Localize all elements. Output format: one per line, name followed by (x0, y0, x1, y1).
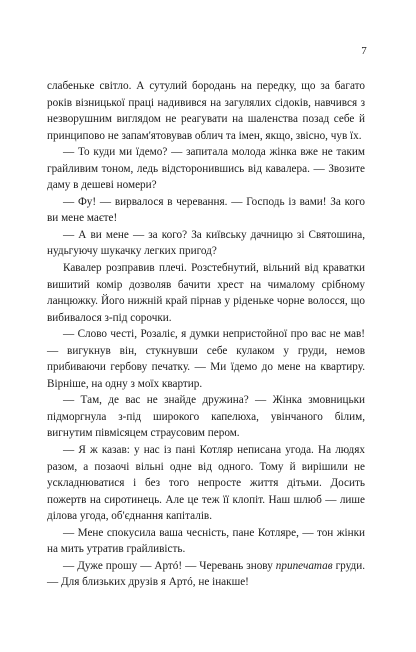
paragraph: — Там, де вас не знайде дружина? — Жінка змовницьки підморгнула з-під широкого капелюха, увінчаного білим, вигнутим півмісяцем страусовим пером. (47, 394, 365, 440)
paragraph: слабенькe світло. А сутулий бородань на передку, що за багато років візницької праці надивився на загулялих сідоків, навчився з незворушним виглядом не реагувати на шаленства позад себе й принципово не запам'ятовував облич та імен, якщо, звісно, чув їх. (47, 80, 365, 142)
paragraph: — Слово честі, Розаліє, я думки непристойної про вас не мав! — вигукнув він, стукнувши себе кулаком у груди, немов прибиваючи гербову печатку. — Ми їдемо до мене на квартиру. Вірніше, на одну з моїх квартир. (47, 328, 365, 390)
body-text (47, 78, 365, 591)
page-number: 7 (361, 45, 367, 57)
paragraph: — Я ж казав: у нас із пані Котляр неписана угода. На людях разом, а позаочі вільні одне від одного. Тому й вирішили не ускладнюватися і без того непросте життя дітьми. Досить пожертв на сиротинець. Але це теж її клопіт. Наш шлюб — лише ділова угода, об'єднання капіталів. (47, 444, 365, 523)
paragraph: — А ви мене — за кого? За київську дачницю зі Святошина, нудьгуючу шукачку легких пригод? (47, 228, 365, 258)
paragraph: — Мене спокусила ваша чесність, пане Котляре, — тон жінки на мить утратив грайливість. (47, 526, 365, 556)
paragraph (47, 558, 365, 591)
paragraph: Кавалер розправив плечі. Розстебнутий, вільний від краватки вишитий комір дозволяв бачити хрест на чималому срібному ланцюжку. Його нижній край пірнав у ріденьке чорне волосся, що вибивалося з-під сорочки. (47, 262, 365, 324)
paragraph: — Фу! — вирвалося в черевання. — Господь із вами! За кого ви мене маєте! (47, 195, 365, 225)
italic-word: припечатав (275, 559, 333, 572)
paragraph: — То куди ми їдемо? — запитала молода жінка вже не таким грайливим тоном, ледь відсторонившись від кавалера. — Звозите даму в дешеві номери? (47, 146, 365, 192)
paragraph-text: — Дуже прошу — Артó! — Черевань знову (63, 559, 276, 572)
paragraph-text: груди. — Для близьких друзів я Артó, не інакше! (47, 559, 365, 589)
